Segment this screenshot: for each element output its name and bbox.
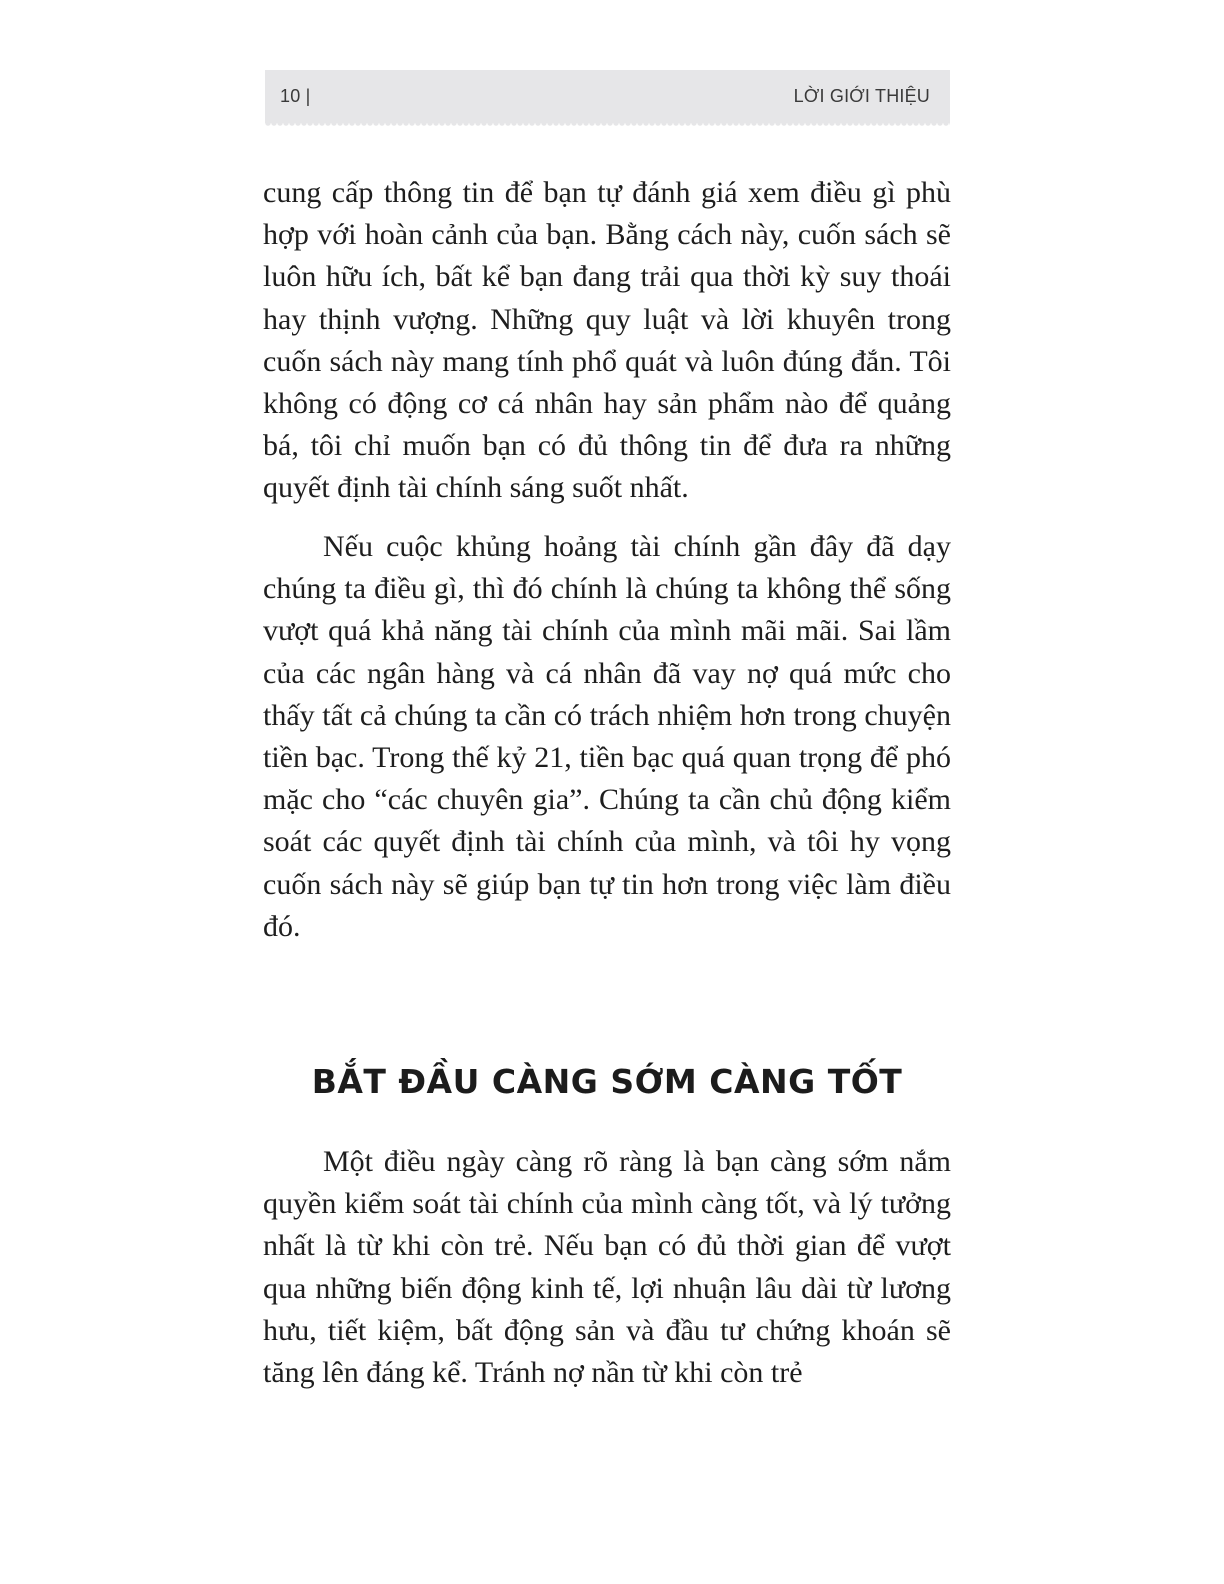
running-header [265, 70, 950, 123]
paragraph-text: Nếu cuộc khủng hoảng tài chính gần đây đã dạy chúng ta điều gì, thì đó chính là chúng ta không thể sống vượt quá khả năng tài chính của mình mãi mãi. Sai lầm của các ngân hàng và cá nhân đã vay nợ quá mức cho thấy tất cả chúng ta cần có trách nhiệm hơn trong chuyện tiền bạc. Trong thế kỷ 21, tiền bạc quá quan trọng để phó mặc cho “các chuyên gia”. Chúng ta cần chủ động kiểm soát các quyết định tài chính của mình, và tôi hy vọng cuốn sách này sẽ giúp bạn tự tin hơn trong việc làm điều đó. [263, 530, 951, 943]
paragraph-continued [263, 172, 951, 510]
paragraph-crisis [263, 526, 951, 948]
paragraph-start-early [263, 1141, 951, 1394]
page-number-separator: | [305, 86, 311, 106]
section-title: LỜI GIỚI THIỆU [793, 86, 930, 106]
page-number-group [280, 86, 311, 107]
page-number: 10 [280, 86, 301, 106]
paragraph-text: Một điều ngày càng rõ ràng là bạn càng sớm nắm quyền kiểm soát tài chính của mình càng tốt, và lý tưởng nhất là từ khi còn trẻ. Nếu bạn có đủ thời gian để vượt qua những biến động kinh tế, lợi nhuận lâu dài từ lương hưu, tiết kiệm, bất động sản và đầu tư chứng khoán sẽ tăng lên đáng kể. Tránh nợ nần từ khi còn trẻ [263, 1145, 951, 1390]
chapter-subheading: BẮT ĐẦU CÀNG SỚM CÀNG TỐT [311, 1062, 903, 1102]
paragraph-text: cung cấp thông tin để bạn tự đánh giá xem điều gì phù hợp với hoàn cảnh của bạn. Bằng cách này, cuốn sách sẽ luôn hữu ích, bất kể bạn đang trải qua thời kỳ suy thoái hay thịnh vượng. Những quy luật và lời khuyên trong cuốn sách này mang tính phổ quát và luôn đúng đắn. Tôi không có động cơ cá nhân hay sản phẩm nào để quảng bá, tôi chỉ muốn bạn có đủ thông tin để đưa ra những quyết định tài chính sáng suốt nhất. [263, 176, 951, 505]
